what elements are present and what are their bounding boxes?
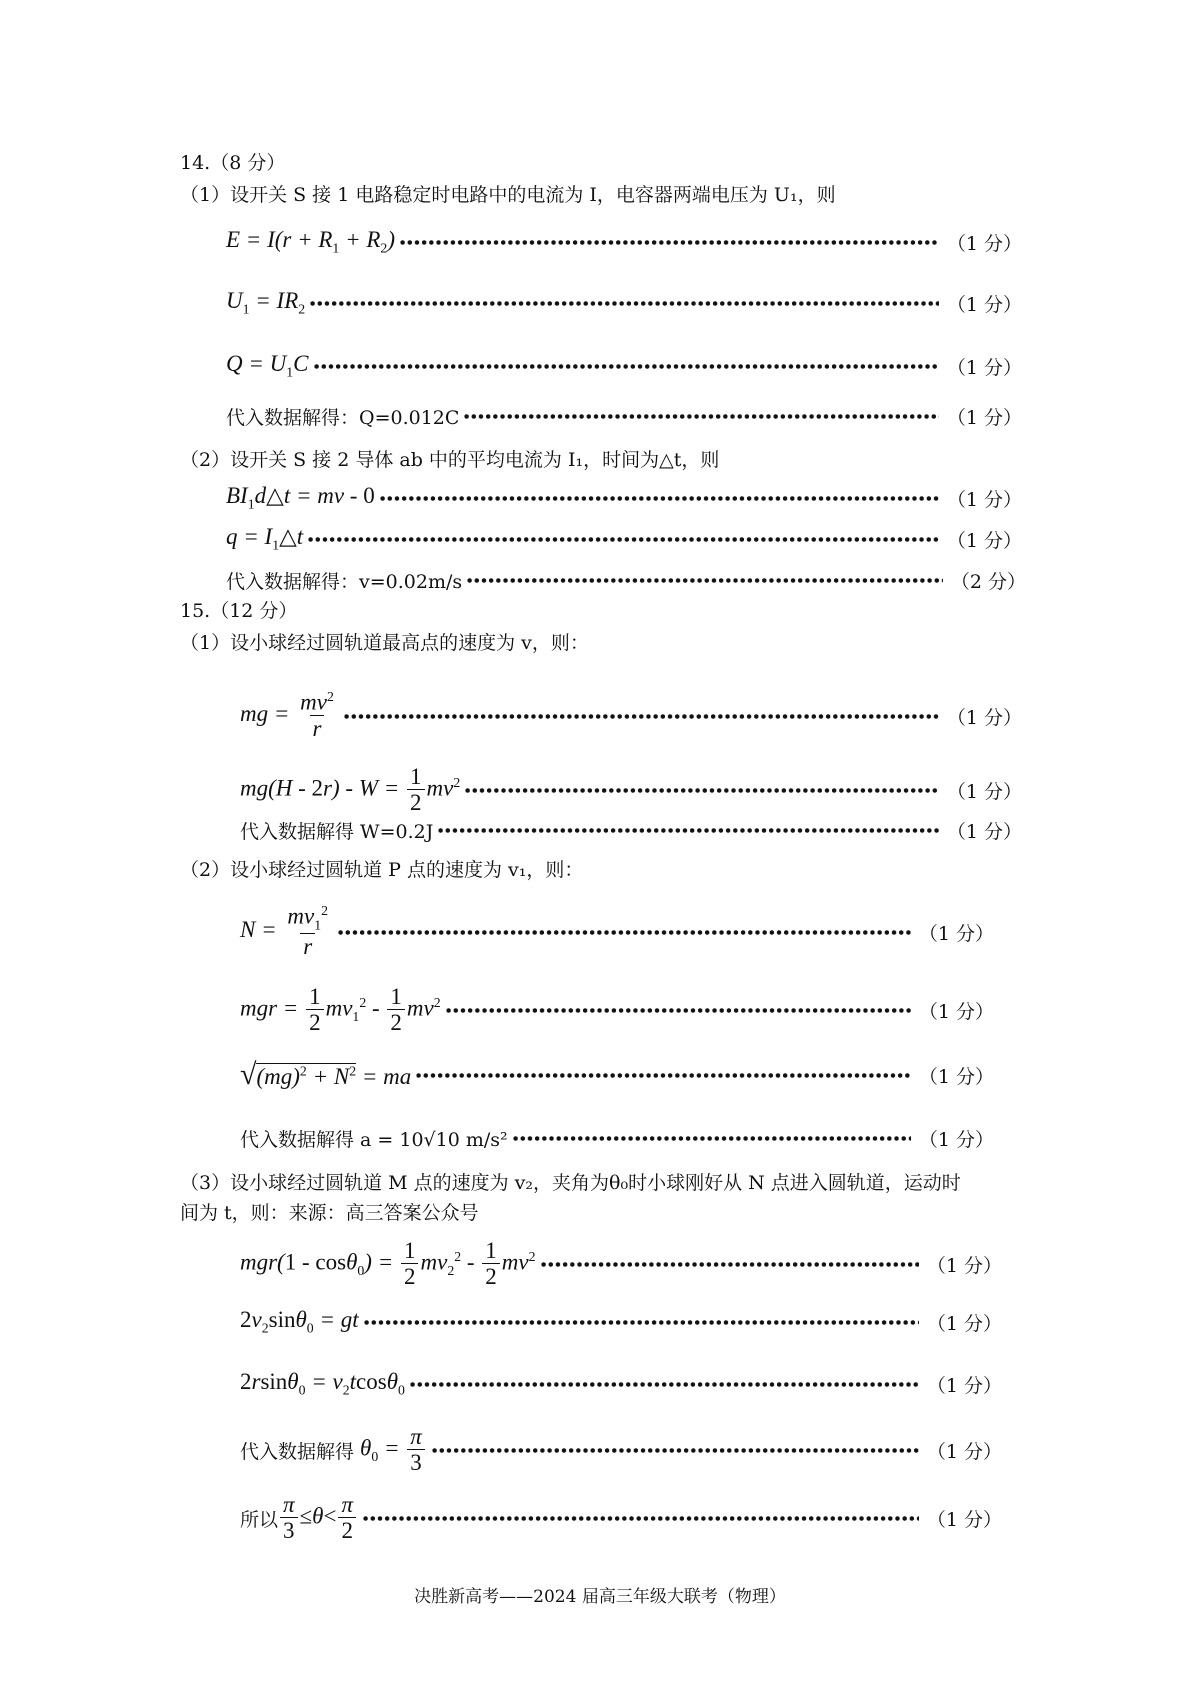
q15-eq1: mg = $\frac{mv^2}{r}$ — [240, 689, 334, 742]
dot-leader — [379, 496, 939, 501]
score: （1 分） — [946, 820, 1022, 843]
q14-part1-intro: （1）设开关 S 接 1 电路稳定时电路中的电流为 I，电容器两端电压为 U₁，则 — [180, 184, 836, 206]
q15-part3-intro-line2: 间为 t，则：来源：高三答案公众号 — [180, 1202, 479, 1224]
q14-eq4-row — [226, 478, 1022, 518]
dot-leader — [512, 1136, 911, 1141]
q14-eq2-row — [226, 283, 1022, 323]
dot-leader — [437, 828, 939, 833]
q15-result1-row — [240, 810, 1022, 850]
dot-leader — [399, 240, 939, 245]
dot-leader — [362, 1516, 919, 1521]
q14-eq3-row — [226, 346, 1022, 386]
q15-eq7: $2v_2\sin\theta_0$ = gt — [240, 1307, 359, 1336]
q15-eq8: $2rsin\theta_0 = v_2tcos\theta_0$ — [240, 1369, 405, 1398]
score: （1 分） — [926, 1440, 1002, 1463]
dot-leader — [363, 1320, 919, 1325]
score: （2 分） — [950, 570, 1026, 593]
q15-eq3: N = $\frac{mv_1^2}{r}$ — [240, 903, 329, 960]
score: （1 分） — [926, 1312, 1002, 1335]
q15-eq8-row — [240, 1364, 1002, 1404]
q15-eq5-row — [240, 1050, 994, 1100]
score: （1 分） — [946, 780, 1022, 803]
q14-eq5: $q = I_1\triangle t$ — [226, 524, 304, 553]
dot-leader — [466, 578, 943, 583]
dot-leader — [464, 788, 939, 793]
q15-result2-row — [240, 1118, 994, 1158]
q15-result4-label: 所以 — [240, 1508, 279, 1531]
dot-leader — [307, 537, 939, 542]
q15-result1: 代入数据解得 W=0.2J — [240, 820, 434, 843]
q14-eq4: $BI_1d\triangle t$ = mv - 0 — [226, 483, 375, 512]
score: （1 分） — [946, 488, 1022, 511]
q15-eq4: mgr = $\frac{1}{2}$ $mv_1^2$ - $\frac{1}{2}$ $mv^2$ — [240, 983, 441, 1035]
dot-leader — [313, 364, 939, 369]
q15-part1-intro: （1）设小球经过圆轨道最高点的速度为 v，则： — [180, 632, 589, 654]
score: （1 分） — [946, 232, 1022, 255]
q15-eq2: mg(H - 2r) - W = $\frac{1}{2}$ $mv^2$ — [240, 763, 461, 815]
q15-result3: $\theta_0$ = $\frac{\pi}{3}$ — [360, 1425, 427, 1475]
q15-part3-intro-line1: （3）设小球经过圆轨道 M 点的速度为 v₂，夹角为θ₀时小球刚好从 N 点进入圆轨道，运动时 — [180, 1172, 961, 1194]
q15-part2-intro: （2）设小球经过圆轨道 P 点的速度为 v₁，则： — [180, 859, 584, 881]
score: （1 分） — [918, 922, 994, 945]
dot-leader — [337, 930, 911, 935]
q14-result1-row — [226, 396, 1022, 436]
dot-leader — [445, 1008, 911, 1013]
q14-eq5-row — [226, 519, 1022, 559]
dot-leader — [343, 714, 939, 719]
q15-eq1-row — [240, 686, 1022, 746]
q15-eq4-row — [240, 980, 994, 1040]
score: （1 分） — [946, 529, 1022, 552]
q14-eq2: $U_1 = IR_2$ — [226, 288, 306, 317]
q14-result2-row — [226, 560, 1026, 600]
q14-part2-intro: （2）设开关 S 接 2 导体 ab 中的平均电流为 I₁，时间为△t，则 — [180, 449, 720, 471]
dot-leader — [409, 1382, 919, 1387]
score: （1 分） — [946, 356, 1022, 379]
score: （1 分） — [926, 1508, 1002, 1531]
score: （1 分） — [946, 293, 1022, 316]
dot-leader — [540, 1262, 919, 1267]
q15-eq3-row — [240, 902, 994, 962]
dot-leader — [463, 414, 938, 419]
q14-eq1: $E = I(r + R_1 + R_2)$ — [226, 227, 395, 256]
q14-eq1-row — [226, 222, 1022, 262]
score: （1 分） — [918, 1000, 994, 1023]
score: （1 分） — [926, 1374, 1002, 1397]
q15-result2: 代入数据解得 a = 10√10 m/s² — [240, 1128, 508, 1151]
dot-leader — [415, 1073, 911, 1078]
q15-header: 15.（12 分） — [180, 600, 298, 622]
dot-leader — [309, 301, 939, 306]
page-footer: 决胜新高考——2024 届高三年级大联考（物理） — [414, 1587, 786, 1607]
score: （1 分） — [926, 1254, 1002, 1277]
q15-eq7-row — [240, 1302, 1002, 1342]
score: （1 分） — [946, 706, 1022, 729]
q15-eq6: mgr(1 - cosθ$_0$) = $\frac{1}{2}$ $mv_2^2$ - $\frac{1}{2}$ $mv^2$ — [240, 1237, 536, 1289]
q14-result2: 代入数据解得：v=0.02m/s — [226, 570, 463, 593]
score: （1 分） — [946, 406, 1022, 429]
dot-leader — [431, 1448, 919, 1453]
q15-result3-label: 代入数据解得 — [240, 1440, 355, 1463]
q15-result3-row — [240, 1420, 1002, 1480]
q15-eq5: $√(mg)^2 + N^2$ = ma — [240, 1058, 412, 1091]
score: （1 分） — [918, 1065, 994, 1088]
q15-result4: $\frac{\pi}{3}$ ≤θ< $\frac{\pi}{2}$ — [278, 1493, 358, 1543]
q14-result1: 代入数据解得：Q=0.012C — [226, 406, 460, 429]
q14-header: 14.（8 分） — [180, 152, 286, 174]
q14-eq3: $Q = U_1C$ — [226, 351, 309, 380]
q15-eq6-row — [240, 1234, 1002, 1294]
q15-result4-row — [240, 1488, 1002, 1548]
score: （1 分） — [918, 1128, 994, 1151]
